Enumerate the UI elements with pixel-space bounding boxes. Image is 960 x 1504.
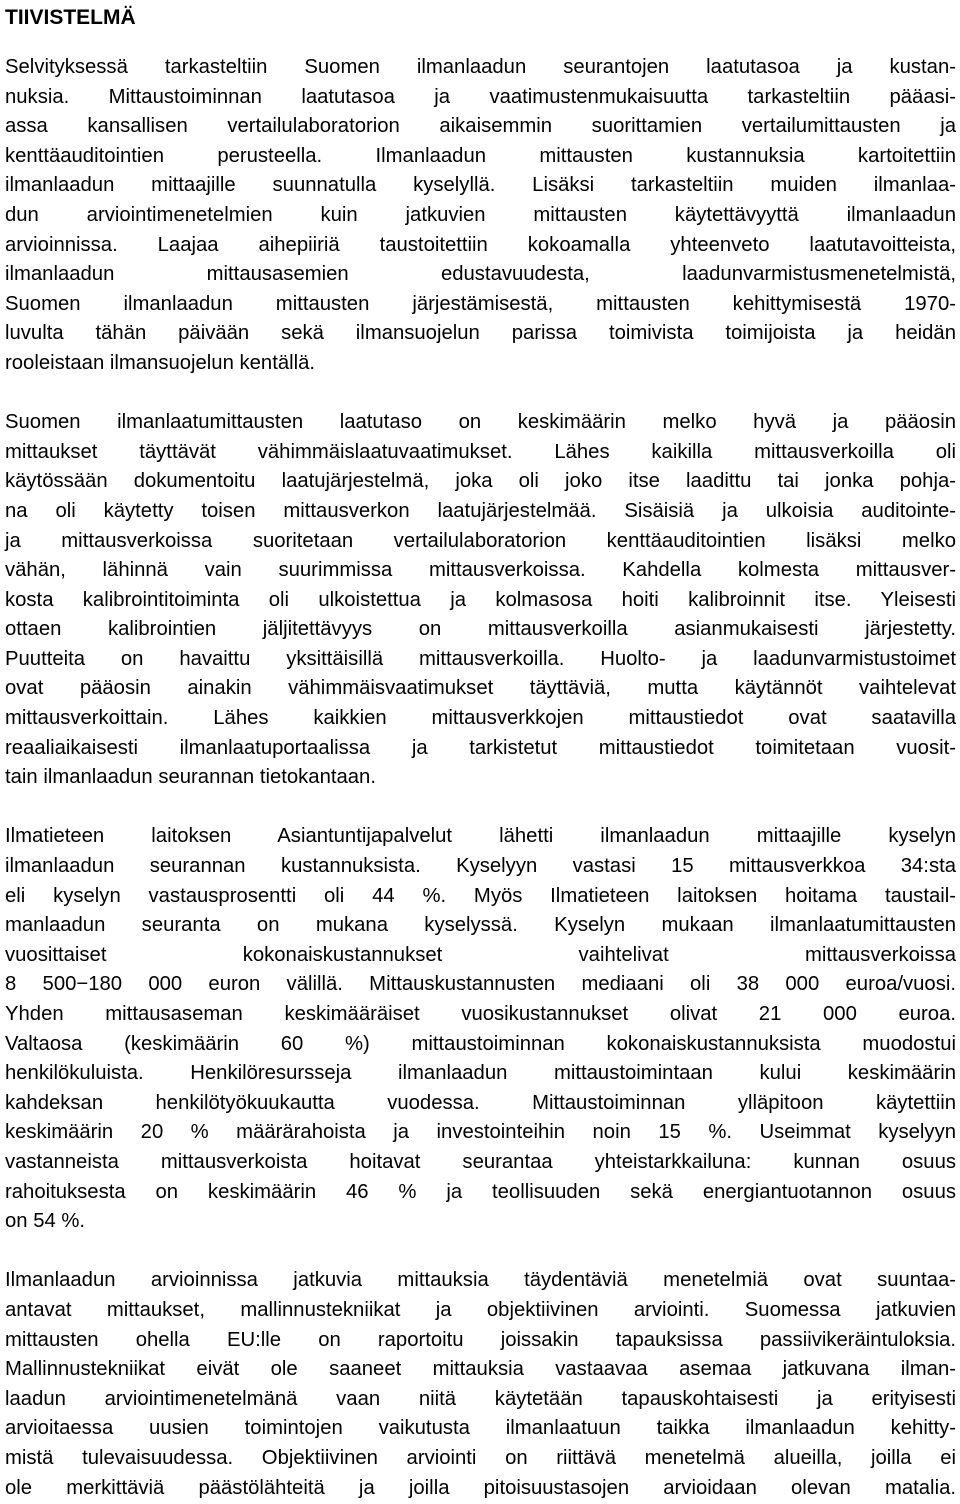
text-line: Ilmanlaadun arvioinnissa jatkuvia mittauksia täydentäviä menetelmiä ovat suuntaa- [5,1269,956,1292]
text-line: luvulta tähän päivään sekä ilmansuojelun parissa toimivista toimijoista ja heidän [5,322,956,345]
text-line: henkilökuluista. Henkilöresursseja ilmanlaadun mittaustoimintaan kului keskimäärin [5,1062,956,1085]
paragraph-scope [5,53,956,379]
paragraph-quality [5,408,956,793]
text-line: mistä tulevaisuudessa. Objektiivinen arviointi on riittävä menetelmä alueilla, joilla ei [5,1446,956,1469]
text-line: Suomen ilmanlaadun mittausten järjestämisestä, mittausten kehittymisestä 1970- [5,292,956,315]
paragraph-gap [5,1237,956,1267]
text-line: Puutteita on havaittu yksittäisillä mittausverkoilla. Huolto- ja laadunvarmistustoimet [5,647,956,670]
text-line: mittausten ohella EU:lle on raportoitu joissakin tapauksissa passiivikeräintuloksia. [5,1328,956,1351]
text-line: dun arviointimenetelmien kuin jatkuvien mittausten käytettävyyttä ilmanlaadun [5,203,956,226]
document-page [5,0,956,1503]
paragraph-gap [5,379,956,409]
paragraph-methods [5,1266,956,1503]
text-line: nuksia. Mittaustoiminnan laatutasoa ja vaatimustenmukaisuutta tarkasteltiin pääasi- [5,85,956,108]
text-line: ilmanlaadun mittausasemien edustavuudesta, laadunvarmistusmenetelmistä, [5,263,956,286]
text-line: arvioinnissa. Laajaa aihepiiriä taustoitettiin kokoamalla yhteenveto laatutavoitteista, [5,233,956,256]
paragraph-gap [5,793,956,823]
text-line: Suomen ilmanlaatumittausten laatutaso on keskimäärin melko hyvä ja pääosin [5,411,956,434]
text-line: mittaukset täyttävät vähimmäislaatuvaatimukset. Lähes kaikilla mittausverkoilla oli [5,440,956,463]
text-line: on 54 %. [5,1210,86,1233]
text-line: Ilmatieteen laitoksen Asiantuntijapalvelut lähetti ilmanlaadun mittaajille kyselyn [5,825,956,848]
text-line: Selvityksessä tarkasteltiin Suomen ilmanlaadun seurantojen laatutasoa ja kustan- [5,56,956,78]
text-line: na oli käytetty toisen mittausverkon laatujärjestelmää. Sisäisiä ja ulkoisia auditointe- [5,499,956,522]
text-line: reaaliaikaisesti ilmanlaatuportaalissa ja tarkistetut mittaustiedot toimitetaan vuosit- [5,736,956,759]
text-line: laadun arviointimenetelmänä vaan niitä käytetään tapauskohtaisesti ja erityisesti [5,1387,956,1410]
text-line: Mallinnustekniikat eivät ole saaneet mittauksia vastaavaa asemaa jatkuvana ilman- [5,1358,956,1381]
text-line: ja mittausverkoissa suoritetaan vertailulaboratorion kenttäauditointien lisäksi melko [5,529,956,552]
text-line: manlaadun seuranta on mukana kyselyssä. Kyselyn mukaan ilmanlaatumittausten [5,914,956,937]
text-line: rooleistaan ilmansuojelun kentällä. [5,351,316,374]
text-line: antavat mittaukset, mallinnustekniikat ja objektiivinen arviointi. Suomessa jatkuvien [5,1298,956,1321]
text-line: 8 500−180 000 euron välillä. Mittauskustannusten mediaani oli 38 000 euroa/vuosi. [5,973,956,996]
text-line: käytössään dokumentoitu laatujärjestelmä, joka oli joko itse laadittu tai jonka pohja- [5,470,956,493]
text-line: ottaen kalibrointien jäljitettävyys on mittausverkoilla asianmukaisesti järjestetty. [5,618,956,641]
text-line: kenttäauditointien perusteella. Ilmanlaadun mittausten kustannuksia kartoitettiin [5,144,956,167]
text-line: eli kyselyn vastausprosentti oli 44 %. Myös Ilmatieteen laitoksen hoitama taustail- [5,884,956,907]
text-line: arvioitaessa uusien toimintojen vaikutusta ilmanlaatuun taikka ilmanlaadun kehitty- [5,1417,956,1440]
text-line: vuosittaiset kokonaiskustannukset vaihtelivat mittausverkoissa [5,943,956,966]
document-title: TIIVISTELMÄ [5,6,136,29]
text-line: assa kansallisen vertailulaboratorion aikaisemmin suorittamien vertailumittausten ja [5,115,956,138]
text-line: ovat pääosin ainakin vähimmäisvaatimukset täyttäviä, mutta käytännöt vaihtelevat [5,677,956,700]
text-line: rahoituksesta on keskimäärin 46 % ja teollisuuden sekä energiantuotannon osuus [5,1180,956,1203]
text-line: keskimäärin 20 % määrärahoista ja investointeihin noin 15 %. Useimmat kyselyyn [5,1121,956,1144]
text-line: tain ilmanlaadun seurannan tietokantaan. [5,766,376,789]
text-line: ilmanlaadun mittaajille suunnatulla kyselyllä. Lisäksi tarkasteltiin muiden ilmanlaa- [5,174,956,197]
text-line: Valtaosa (keskimäärin 60 %) mittaustoiminnan kokonaiskustannuksista muodostui [5,1032,956,1055]
text-line: vähän, lähinnä vain suurimmissa mittausverkoissa. Kahdella kolmesta mittausver- [5,559,956,582]
text-line: Yhden mittausaseman keskimääräiset vuosikustannukset olivat 21 000 euroa. [5,1003,956,1025]
text-line: kahdeksan henkilötyökuukautta vuodessa. Mittaustoiminnan ylläpitoon käytettiin [5,1091,956,1114]
text-line: mittausverkoittain. Lähes kaikkien mittausverkkojen mittaustiedot ovat saatavilla [5,707,956,730]
text-line: ilmanlaadun seurannan kustannuksista. Kyselyyn vastasi 15 mittausverkkoa 34:sta [5,855,956,878]
text-line: kosta kalibrointitoiminta oli ulkoistettua ja kolmasosa hoiti kalibroinnit itse. Yleisesti [5,588,956,611]
text-line: ole merkittäviä päästölähteitä ja joilla pitoisuustasojen arvioidaan olevan matalia. [5,1476,956,1499]
paragraph-costs [5,822,956,1236]
text-line: vastanneista mittausverkoista hoitavat seurantaa yhteistarkkailuna: kunnan osuus [5,1150,956,1173]
